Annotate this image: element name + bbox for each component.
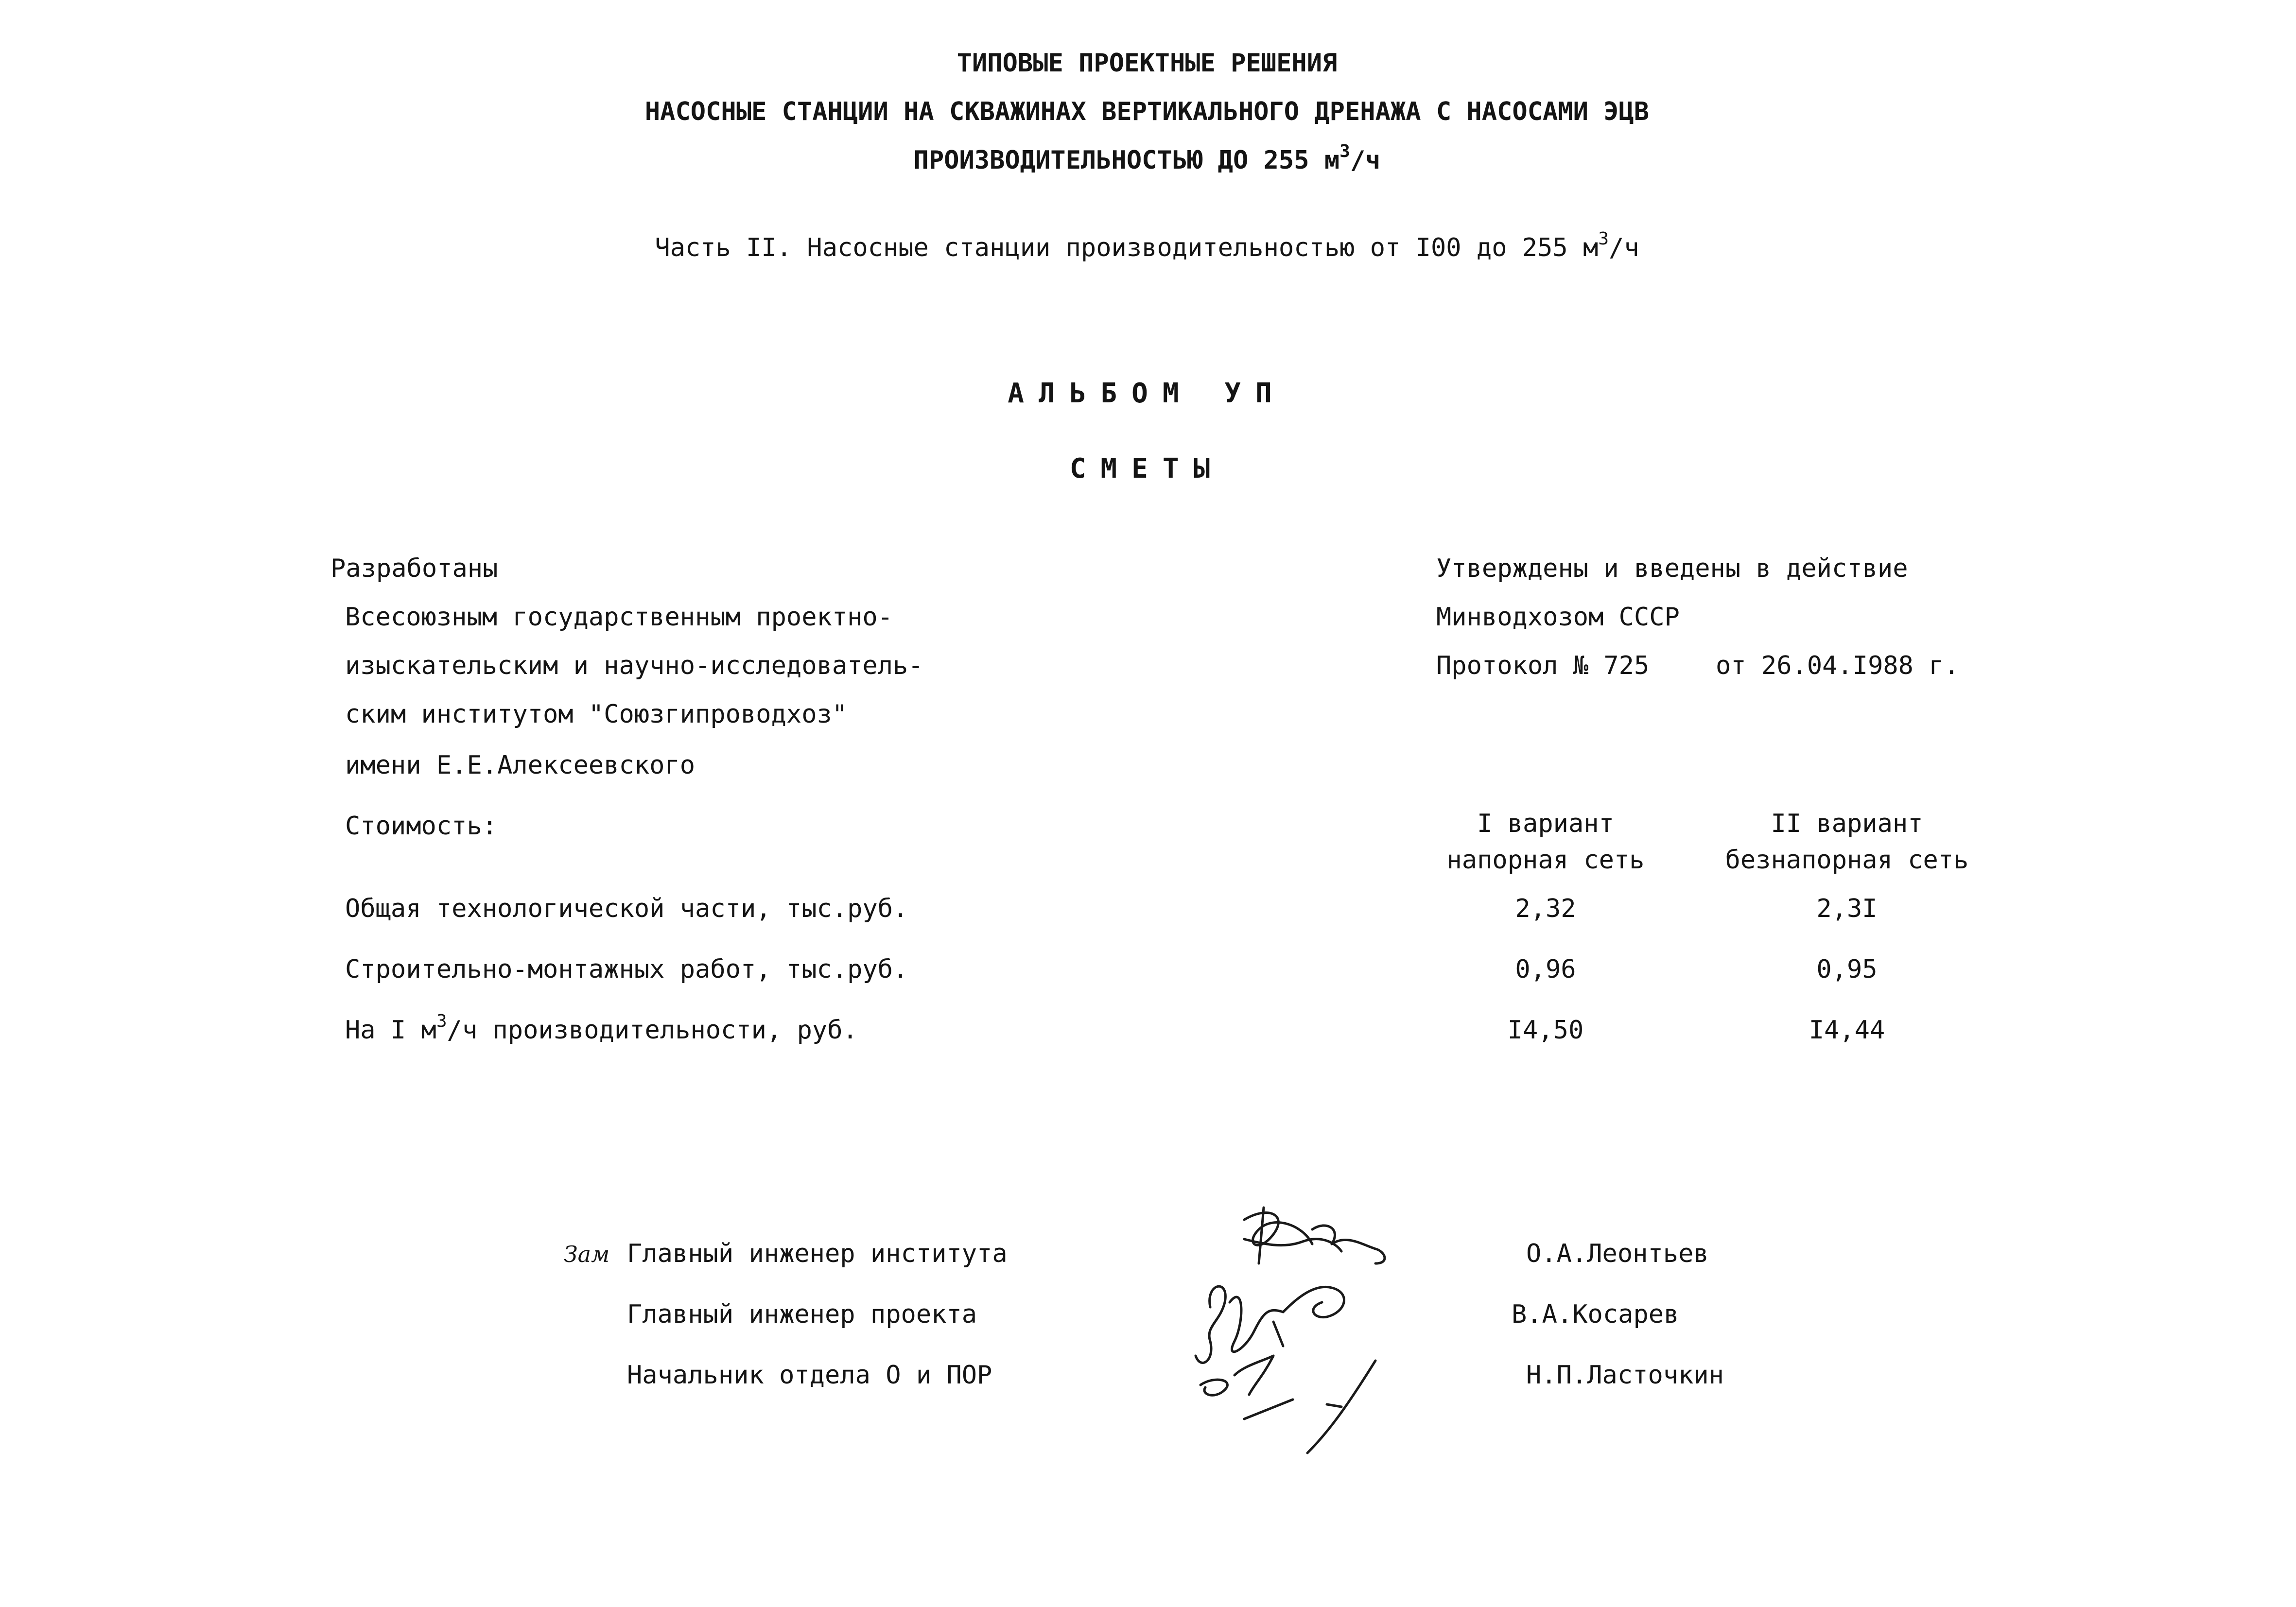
cost-row-value-v1: 2,32 [1515,894,1576,923]
signatory-title: Главный инженер проекта [627,1300,977,1329]
album-subtitle: СМЕТЫ [1069,453,1225,484]
signature-3 [1200,1356,1375,1453]
part-title: Часть II. Насосные станции производительностью от I00 до 255 $м^3/ч$ [655,229,1639,262]
signatory-title: Главный инженер института [627,1239,1008,1268]
header-line-1: ТИПОВЫЕ ПРОЕКТНЫЕ РЕШЕНИЯ [957,49,1338,78]
signature-prefix: Зам [564,1241,610,1267]
cost-row-label: На I $м^3/ч$ производительности, руб. [345,1011,858,1045]
signature-1 [1244,1208,1385,1263]
cost-row-label: Общая технологической части, тыс.руб. [345,894,908,923]
cost-row-value-v2: 2,3I [1816,894,1878,923]
cost-row-value-v2: 0,95 [1816,955,1878,984]
signature-2 [1196,1286,1344,1363]
header-line-3: ПРОИЗВОДИТЕЛЬНОСТЬЮ ДО 255 $м^3/ч$ [913,141,1381,175]
header-line-2: НАСОСНЫЕ СТАНЦИИ НА СКВАЖИНАХ ВЕРТИКАЛЬНОГО ДРЕНАЖА С НАСОСАМИ ЭЦВ [644,97,1650,126]
cost-row-label: Строительно-монтажных работ, тыс.руб. [345,955,908,984]
developed-label: Разработаны [330,554,498,583]
developer-line-1: Всесоюзным государственным проектно- [345,603,893,632]
cost-row-value-v1: 0,96 [1515,955,1576,984]
signatory-name: В.А.Косарев [1512,1300,1679,1329]
protocol-date: от 26.04.I988 г. [1716,651,1959,680]
protocol-number: Протокол № 725 [1436,651,1650,680]
developer-line-3: ским институтом "Союзгипроводхоз" [345,700,848,729]
variant-2-title: II вариант [1771,809,1923,838]
variant-1-subtitle: напорная сеть [1446,846,1645,875]
variant-1-title: I вариант [1477,809,1614,838]
signatory-name: Н.П.Ласточкин [1526,1361,1724,1390]
signatory-name: О.А.Леонтьев [1526,1239,1709,1268]
developer-line-4: имени Е.Е.Алексеевского [345,751,696,780]
signatory-title: Начальник отдела О и ПОР [627,1361,992,1390]
developer-line-2: изыскательским и научно-исследователь- [345,651,923,680]
cost-row-value-v1: I4,50 [1507,1016,1584,1045]
approved-label: Утверждены и введены в действие [1436,554,1908,583]
album-title: АЛЬБОМ УП [1008,378,1287,409]
cost-row-value-v2: I4,44 [1809,1016,1885,1045]
approved-by: Минводхозом СССР [1436,603,1680,632]
variant-2-subtitle: безнапорная сеть [1725,846,1969,875]
cost-label: Стоимость: [345,812,498,841]
